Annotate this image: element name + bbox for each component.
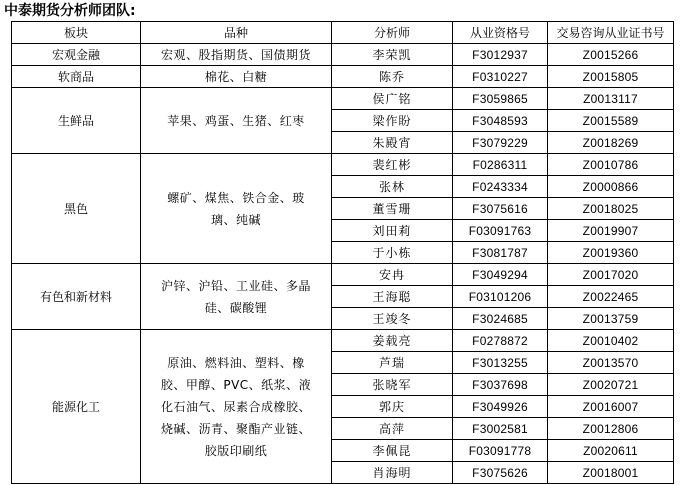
analyst-name: 姜载亮 [332,330,453,352]
analyst-name: 刘田莉 [332,220,453,242]
analyst-name: 肖海明 [332,462,453,484]
analyst-name: 陈乔 [332,66,453,88]
analyst-name: 朱殿宵 [332,132,453,154]
consulting-certificate-number: Z0017020 [548,264,674,286]
consulting-certificate-number: Z0010786 [548,154,674,176]
sector-cell: 软商品 [12,66,141,88]
header-sector: 板块 [12,22,141,44]
qualification-number: F3049294 [453,264,548,286]
table-row [12,66,674,88]
consulting-certificate-number: Z0018269 [548,132,674,154]
analyst-name: 王海聪 [332,286,453,308]
qualification-number: F3075616 [453,198,548,220]
products-cell: 宏观、股指期货、国债期货 [141,44,332,66]
sector-cell: 黑色 [12,154,141,264]
consulting-certificate-number: Z0019360 [548,242,674,264]
qualification-number: F3012937 [453,44,548,66]
products-cell: 苹果、鸡蛋、生猪、红枣 [141,88,332,154]
page-title: 中泰期货分析师团队: [4,3,136,19]
consulting-certificate-number: Z0020721 [548,374,674,396]
header-qualification: 从业资格号 [453,22,548,44]
consulting-certificate-number: Z0013759 [548,308,674,330]
qualification-number: F0278872 [453,330,548,352]
table-header-row [12,22,674,44]
table-row [12,330,674,352]
consulting-certificate-number: Z0012806 [548,418,674,440]
table-row [12,264,674,286]
qualification-number: F3059865 [453,88,548,110]
qualification-number: F3048593 [453,110,548,132]
consulting-certificate-number: Z0022465 [548,286,674,308]
analyst-name: 于小栋 [332,242,453,264]
consulting-certificate-number: Z0010402 [548,330,674,352]
analyst-name: 侯广铭 [332,88,453,110]
table-row [12,154,674,176]
analyst-name: 张晓军 [332,374,453,396]
consulting-certificate-number: Z0018025 [548,198,674,220]
products-cell: 原油、燃料油、塑料、橡胶、甲醇、PVC、纸浆、液化石油气、尿素合成橡胶、烧碱、沥青、聚酯产业链、胶版印刷纸 [141,330,332,484]
consulting-certificate-number: Z0015805 [548,66,674,88]
table-body [12,44,674,484]
analyst-team-table [11,21,674,484]
analyst-name: 芦瑞 [332,352,453,374]
header-consulting: 交易咨询从业证书号 [548,22,674,44]
table-row [12,44,674,66]
analyst-name: 郭庆 [332,396,453,418]
qualification-number: F3081787 [453,242,548,264]
header-analyst: 分析师 [332,22,453,44]
consulting-certificate-number: Z0018001 [548,462,674,484]
consulting-certificate-number: Z0020611 [548,440,674,462]
qualification-number: F0286311 [453,154,548,176]
qualification-number: F3075626 [453,462,548,484]
analyst-name: 李荣凯 [332,44,453,66]
consulting-certificate-number: Z0013570 [548,352,674,374]
consulting-certificate-number: Z0013117 [548,88,674,110]
qualification-number: F3037698 [453,374,548,396]
sector-cell: 有色和新材料 [12,264,141,330]
consulting-certificate-number: Z0000866 [548,176,674,198]
analyst-name: 安冉 [332,264,453,286]
qualification-number: F03101206 [453,286,548,308]
analyst-name: 梁作盼 [332,110,453,132]
qualification-number: F03091778 [453,440,548,462]
sector-cell: 生鲜品 [12,88,141,154]
qualification-number: F3079229 [453,132,548,154]
products-cell: 螺矿、煤焦、铁合金、玻璃、纯碱 [141,154,332,264]
sector-cell: 能源化工 [12,330,141,484]
analyst-name: 王竣冬 [332,308,453,330]
qualification-number: F0243334 [453,176,548,198]
consulting-certificate-number: Z0016007 [548,396,674,418]
qualification-number: F0310227 [453,66,548,88]
products-cell: 沪锌、沪铅、工业硅、多晶硅、碳酸锂 [141,264,332,330]
qualification-number: F3002581 [453,418,548,440]
qualification-number: F3013255 [453,352,548,374]
consulting-certificate-number: Z0019907 [548,220,674,242]
table-row [12,88,674,110]
header-products: 品种 [141,22,332,44]
analyst-name: 董雪珊 [332,198,453,220]
analyst-name: 张林 [332,176,453,198]
consulting-certificate-number: Z0015589 [548,110,674,132]
analyst-name: 李佩昆 [332,440,453,462]
qualification-number: F3049926 [453,396,548,418]
qualification-number: F03091763 [453,220,548,242]
analyst-name: 高萍 [332,418,453,440]
consulting-certificate-number: Z0015266 [548,44,674,66]
analyst-name: 裴红彬 [332,154,453,176]
qualification-number: F3024685 [453,308,548,330]
sector-cell: 宏观金融 [12,44,141,66]
products-cell: 棉花、白糖 [141,66,332,88]
